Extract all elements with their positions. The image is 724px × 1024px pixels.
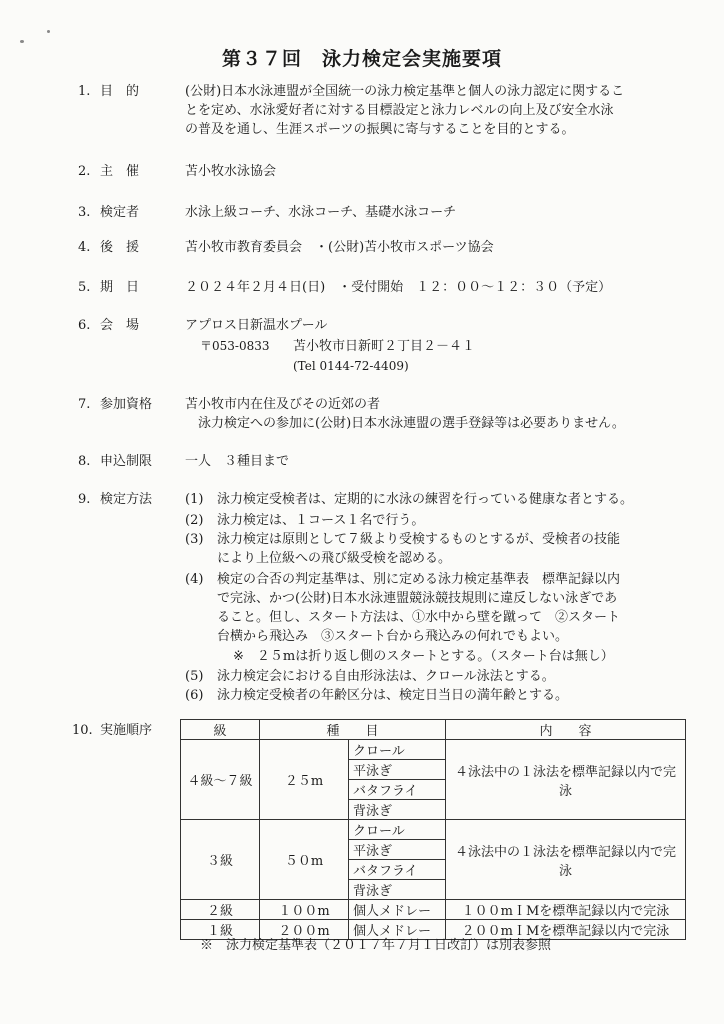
text-line: 泳力検定会における自由形泳法は、クロール泳法とする。 — [217, 669, 555, 684]
content-cell: １００mＩMを標準記録以内で完泳 — [446, 900, 686, 920]
grade-cell: ４級～７級 — [181, 740, 260, 820]
text-line: 台横から飛込み ③スタート台から飛込みの何れでもよい。 — [217, 629, 569, 644]
section-number: 6. — [78, 318, 91, 333]
section-content: ２０２４年２月４日(日) ・受付開始 １２：００～１２：３０（予定） — [185, 280, 612, 295]
section-label: 検定者 — [100, 205, 140, 220]
section-label: 会 場 — [100, 318, 140, 333]
section-label: 目 的 — [100, 84, 140, 99]
content-cell: ４泳法中の１泳法を標準記録以内で完泳 — [446, 740, 686, 820]
event-cell: 個人メドレー — [349, 920, 446, 940]
grade-table — [180, 719, 686, 940]
table-header-row — [181, 720, 686, 740]
text-line: 泳力検定は原則として７級より受検するものとするが、受検者の技能 — [217, 532, 621, 547]
method-number: (5) — [185, 669, 204, 684]
page-title: 第３７回 泳力検定会実施要項 — [221, 48, 502, 70]
table-row — [181, 740, 686, 760]
section-content: 水泳上級コーチ、水泳コーチ、基礎水泳コーチ — [185, 205, 457, 220]
section-label: 検定方法 — [100, 492, 153, 507]
section-number: 10. — [72, 723, 93, 738]
venue-address: 苫小牧市日新町２丁目２－４１ — [293, 339, 476, 354]
content-cell: ２００mＩMを標準記録以内で完泳 — [446, 920, 686, 940]
event-cell: 背泳ぎ — [349, 800, 446, 820]
grade-cell: ２級 — [181, 900, 260, 920]
section-label: 申込制限 — [100, 454, 153, 469]
method-number: (2) — [185, 513, 204, 528]
text-line: 苫小牧市内在住及びその近郊の者 — [185, 397, 381, 412]
section-number: 8. — [78, 454, 91, 469]
section-content — [185, 395, 645, 433]
method-text — [217, 570, 637, 646]
method-number: (1) — [185, 492, 204, 507]
section-number: 1. — [78, 84, 91, 99]
section-label: 参加資格 — [100, 397, 153, 412]
section-number: 7. — [78, 397, 91, 412]
grade-cell: １級 — [181, 920, 260, 940]
section-number: 4. — [78, 240, 91, 255]
section-label: 主 催 — [100, 164, 140, 179]
text-line: ること。但し、スタート方法は、①水中から壁を蹴って ②スタート — [217, 610, 621, 625]
text-line: (公財)日本水泳連盟が全国統一の泳力検定基準と個人の泳力認定に関するこ — [185, 84, 625, 99]
section-content: 苫小牧水泳協会 — [185, 164, 277, 179]
table-row — [181, 820, 686, 840]
header-event: 種 目 — [260, 720, 446, 740]
method-text — [217, 530, 637, 568]
table-row — [181, 900, 686, 920]
method-number: (3) — [185, 532, 204, 547]
text-line: 泳力検定は、１コース１名で行う。 — [217, 513, 425, 528]
section-content — [185, 82, 645, 139]
text-line: 泳力検定への参加に(公財)日本水泳連盟の選手登録等は必要ありません。 — [185, 416, 625, 431]
text-line: で完泳、かつ(公財)日本水泳連盟競泳競技規則に違反しない泳ぎであ — [217, 591, 618, 606]
venue-tel: (Tel 0144-72-4409) — [293, 359, 409, 373]
section-number: 3. — [78, 205, 91, 220]
header-grade: 級 — [181, 720, 260, 740]
section-number: 9. — [78, 492, 91, 507]
venue-name: アプロス日新温水プール — [185, 318, 328, 333]
text-line: とを定め、水泳愛好者に対する目標設定と泳力レベルの向上及び安全水泳 — [185, 103, 614, 118]
event-cell: バタフライ — [349, 860, 446, 880]
method-number: (4) — [185, 572, 204, 587]
event-cell: バタフライ — [349, 780, 446, 800]
section-content: 一人 ３種目まで — [185, 454, 290, 469]
scan-speck — [47, 30, 50, 33]
section-label: 後 援 — [100, 240, 140, 255]
distance-cell: ２００m — [260, 920, 349, 940]
distance-cell: １００m — [260, 900, 349, 920]
content-cell: ４泳法中の１泳法を標準記録以内で完泳 — [446, 820, 686, 900]
event-cell: クロール — [349, 820, 446, 840]
event-cell: クロール — [349, 740, 446, 760]
event-cell: 背泳ぎ — [349, 880, 446, 900]
distance-cell: ５０m — [260, 820, 349, 900]
text-line: ※ ２５mは折り返し側のスタートとする。（スタート台は無し） — [233, 649, 614, 664]
section-number: 5. — [78, 280, 91, 295]
text-line: により上位級への飛び級受検を認める。 — [217, 551, 452, 566]
method-number: (6) — [185, 688, 204, 703]
section-number: 2. — [78, 164, 91, 179]
event-cell: 平泳ぎ — [349, 840, 446, 860]
text-line: 泳力検定受検者の年齢区分は、検定日当日の満年齢とする。 — [217, 688, 569, 703]
event-cell: 個人メドレー — [349, 900, 446, 920]
text-line: 検定の合否の判定基準は、別に定める泳力検定基準表 標準記録以内 — [217, 572, 621, 587]
section-label: 実施順序 — [100, 723, 153, 738]
section-label: 期 日 — [100, 280, 140, 295]
section-content: 苫小牧市教育委員会 ・(公財)苫小牧市スポーツ協会 — [185, 240, 494, 255]
venue-postal: 〒053-0833 — [200, 339, 270, 353]
scan-speck — [20, 40, 24, 43]
footnote: ※ 泳力検定基準表（２０１７年７月１日改訂）は別表参照 — [200, 938, 552, 953]
text-line: 泳力検定受検者は、定期的に水泳の練習を行っている健康な者とする。 — [217, 492, 634, 507]
distance-cell: ２５m — [260, 740, 349, 820]
text-line: の普及を通し、生涯スポーツの振興に寄与することを目的とする。 — [185, 122, 575, 137]
event-cell: 平泳ぎ — [349, 760, 446, 780]
header-content: 内 容 — [446, 720, 686, 740]
grade-cell: ３級 — [181, 820, 260, 900]
